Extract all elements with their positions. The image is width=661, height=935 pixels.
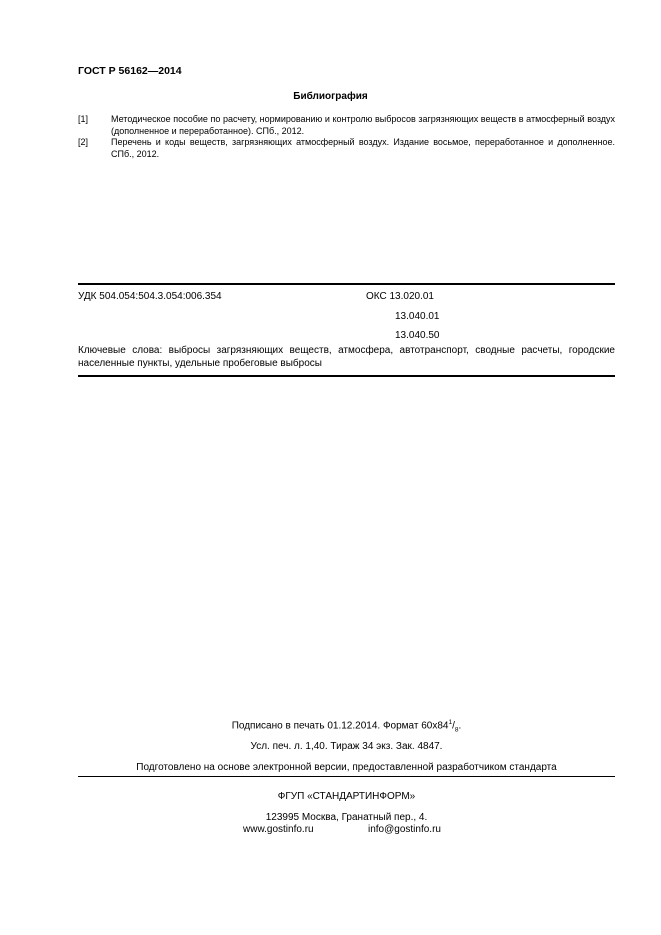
publisher-address: 123995 Москва, Гранатный пер., 4. bbox=[265, 812, 428, 823]
oks-code-extra: 13.040.01 bbox=[395, 311, 440, 322]
bibliography-entry bbox=[78, 137, 615, 161]
email-link[interactable]: info@gostinfo.ru bbox=[368, 824, 441, 835]
oks-code-extra: 13.040.50 bbox=[395, 330, 440, 341]
udk-code: УДК 504.054:504.3.054:006.354 bbox=[78, 291, 222, 302]
section-divider bbox=[78, 283, 615, 285]
bibliography-entry-number: [2] bbox=[78, 137, 89, 147]
format-subscript: 8 bbox=[454, 726, 459, 734]
section-divider bbox=[78, 375, 615, 377]
keywords bbox=[78, 344, 615, 370]
keywords-text: : выбросы загрязняющих веществ, атмосфера, автотранспорт, сводные расчеты, городские населенные пункты, удельные пробеговые выбросы bbox=[78, 345, 615, 369]
bibliography-entry-text: Методическое пособие по расчету, нормированию и контролю выбросов загрязняющих веществ в атмосферный воздух (дополненное и переработанное). СПб., 2012. bbox=[111, 114, 615, 136]
print-info: Усл. печ. л. 1,40. Тираж 34 экз. Зак. 4847. bbox=[250, 741, 443, 752]
bibliography-entry-text: Перечень и коды веществ, загрязняющих атмосферный воздух. Издание восьмое, переработанное и дополненное. СПб., 2012. bbox=[111, 137, 615, 159]
bibliography-entry bbox=[78, 114, 615, 138]
prepared-note: Подготовлено на основе электронной версии, предоставленной разработчиком стандарта bbox=[136, 762, 557, 773]
signed-suffix: . bbox=[458, 720, 462, 732]
website-link[interactable]: www.gostinfo.ru bbox=[243, 824, 314, 835]
keywords-label: Ключевые слова bbox=[78, 345, 160, 356]
bibliography-entry-number: [1] bbox=[78, 114, 89, 124]
oks-code: ОКС 13.020.01 bbox=[366, 291, 434, 302]
bibliography-title: Библиография bbox=[293, 91, 368, 102]
format-superscript: 1 bbox=[448, 719, 453, 726]
signed-to-print: Подписано в печать 01.12.2014. Формат $60х84^1/_8$. bbox=[231, 719, 462, 734]
footer-divider bbox=[78, 776, 615, 777]
publisher-name: ФГУП «СТАНДАРТИНФОРМ» bbox=[277, 791, 416, 802]
signed-text: Подписано в печать 01.12.2014. Формат 60х84 bbox=[231, 720, 449, 732]
document-header: ГОСТ Р 56162—2014 bbox=[78, 65, 182, 77]
